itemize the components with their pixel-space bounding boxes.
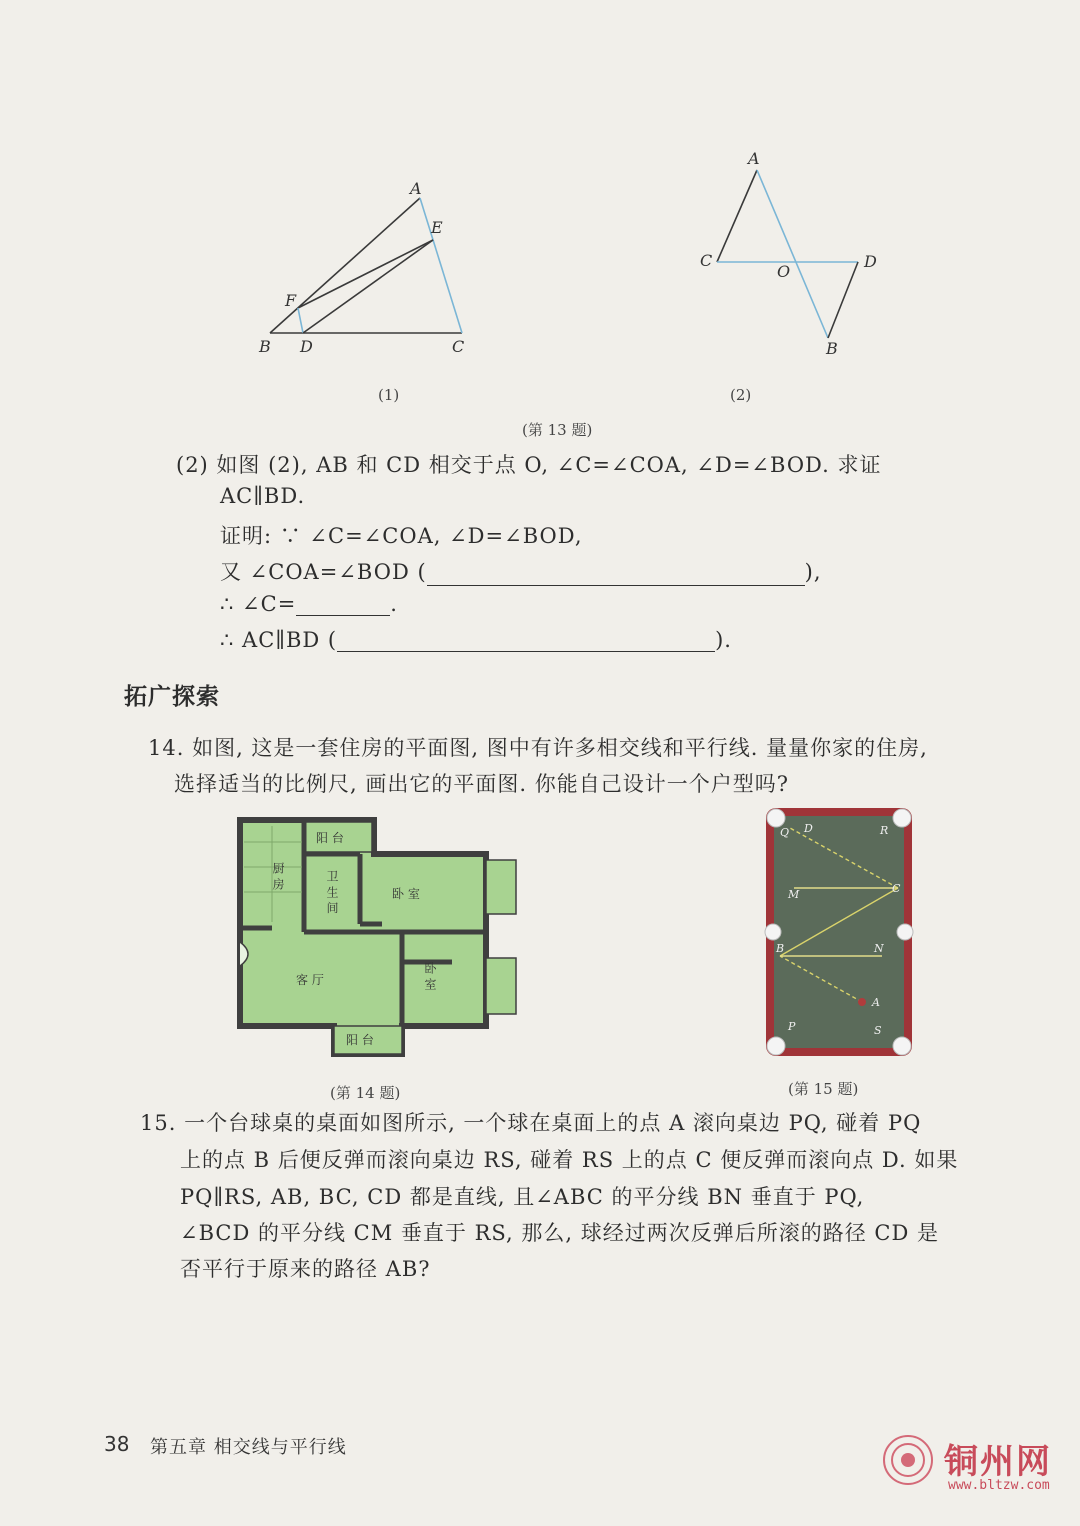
proof3-text: ∴ ∠C= [220, 592, 297, 616]
billiard-label-s: S [874, 1024, 882, 1037]
q14-line1: 14. 如图, 这是一套住房的平面图, 图中有许多相交线和平行线. 量量你家的住房, [148, 736, 928, 760]
fig2-label-a: A [748, 149, 760, 168]
label-kitchen: 厨 房 [271, 862, 285, 890]
label-balcony-top: 阳 台 [316, 831, 344, 845]
fig14-caption: (第 14 题) [330, 1084, 401, 1102]
fig1-label-d: D [300, 337, 313, 356]
watermark-url: www.bltzw.com [948, 1478, 1050, 1493]
section-heading: 拓广探索 [124, 684, 220, 710]
q15-line3: PQ∥RS, AB, BC, CD 都是直线, 且∠ABC 的平分线 BN 垂直于 PQ, [180, 1185, 865, 1209]
fig13-subcaption-1: (1) [378, 386, 400, 404]
billiard-table-figure [764, 806, 914, 1058]
q13-2-proof4 [220, 628, 732, 652]
label-balcony-bottom: 阳 台 [346, 1033, 374, 1047]
watermark-site-name: 铜州网 [944, 1442, 1052, 1482]
q15-line2: 上的点 B 后便反弹而滚向桌边 RS, 碰着 RS 上的点 C 便反弹而滚向点 D. 如果 [180, 1148, 959, 1172]
side-balcony-top [486, 860, 516, 914]
fig1-label-a: A [410, 179, 422, 198]
side-balcony-bottom [486, 958, 516, 1014]
ball [858, 998, 866, 1006]
q13-2-proof3 [220, 592, 398, 616]
floor-plan-outline [240, 820, 486, 1054]
label-bedroom-2: 卧 室 [423, 962, 437, 990]
fig15-caption: (第 15 题) [788, 1080, 859, 1098]
watermark-logo-icon [880, 1432, 936, 1488]
billiard-label-a: A [872, 996, 880, 1009]
q14-line2: 选择适当的比例尺, 画出它的平面图. 你能自己设计一个户型吗? [174, 772, 789, 796]
fig1-label-b: B [259, 337, 271, 356]
q15-line1: 15. 一个台球桌的桌面如图所示, 一个球在桌面上的点 A 滚向桌边 PQ, 碰着 PQ [140, 1111, 922, 1135]
billiard-label-p: P [788, 1020, 796, 1033]
proof2-close: ), [804, 560, 822, 584]
page-number: 38 [104, 1432, 130, 1456]
answer-blank-reason-2[interactable] [337, 631, 715, 652]
q15-line4: ∠BCD 的平分线 CM 垂直于 RS, 那么, 球经过两次反弹后所滚的路径 CD 是 [180, 1221, 939, 1245]
label-bedroom-1: 卧 室 [392, 887, 420, 901]
figure-13 [0, 0, 1080, 420]
billiard-label-c: C [892, 882, 901, 895]
fig13-diagram-2 [717, 170, 858, 338]
billiard-label-n: N [874, 942, 884, 955]
answer-blank-reason-1[interactable] [427, 565, 805, 586]
fig1-label-e: E [431, 218, 443, 237]
billiard-label-q: Q [780, 826, 790, 839]
fig1-label-f: F [285, 291, 297, 310]
floor-plan-figure [232, 812, 522, 1062]
fig2-label-b: B [826, 339, 838, 358]
proof4-text: ∴ AC∥BD ( [220, 628, 338, 652]
proof2-text: 又 ∠COA=∠BOD ( [220, 560, 427, 584]
q15-line5: 否平行于原来的路径 AB? [180, 1257, 431, 1281]
fig1-label-c: C [452, 337, 465, 356]
fig2-label-o: O [777, 262, 791, 281]
label-bathroom: 卫 生 间 [325, 870, 339, 914]
fig2-label-c: C [700, 251, 713, 270]
answer-blank-angle[interactable] [296, 595, 390, 616]
table-felt [774, 816, 904, 1048]
q13-2-line1: (2) 如图 (2), AB 和 CD 相交于点 O, ∠C=∠COA, ∠D=∠BOD. 求证 [176, 453, 882, 477]
billiard-label-b: B [776, 942, 785, 955]
fig2-label-d: D [864, 252, 877, 271]
label-living-room: 客 厅 [296, 973, 324, 987]
q13-2-line2: AC∥BD. [220, 484, 306, 508]
billiard-label-r: R [880, 824, 889, 837]
billiard-label-d: D [804, 822, 813, 835]
q13-2-proof1: 证明: ∵ ∠C=∠COA, ∠D=∠BOD, [220, 524, 583, 548]
proof4-close: ). [715, 628, 732, 652]
billiard-label-m: M [788, 888, 800, 901]
fig13-subcaption-2: (2) [730, 386, 752, 404]
fig13-caption: (第 13 题) [522, 421, 593, 439]
q13-2-proof2 [220, 556, 822, 586]
proof3-close: . [390, 592, 398, 616]
chapter-title: 第五章 相交线与平行线 [150, 1437, 347, 1458]
